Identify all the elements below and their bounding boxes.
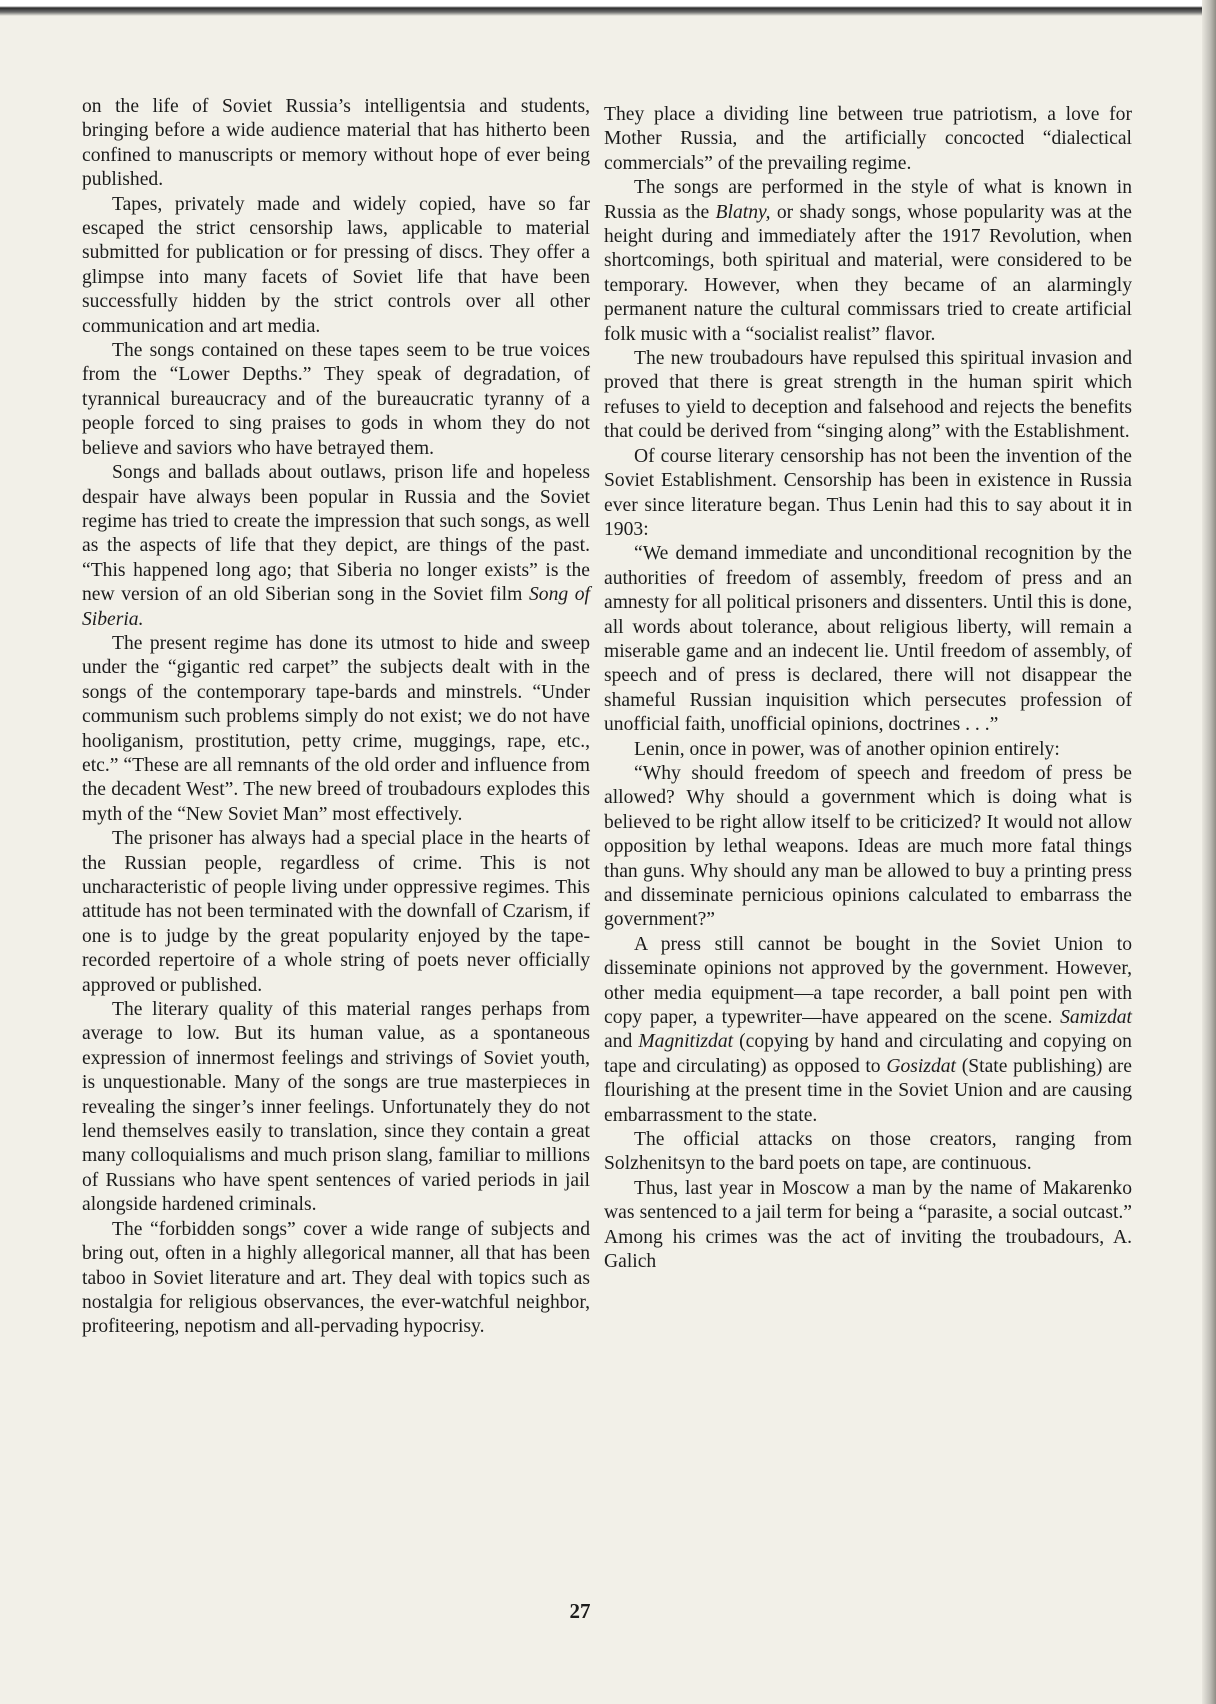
paragraph: Lenin, once in power, was of another opinion entirely: — [634, 738, 1060, 760]
paragraph — [604, 933, 1132, 1128]
italic-term: Blatny, — [715, 201, 771, 223]
paragraph: The “forbidden songs” cover a wide range of subjects and bring out, often in a highly allegorical manner, all that has been taboo in Soviet literature and art. They deal with topics such as nostalgia for religious observances, the ever-watchful neighbor, profiteering, nepotism and all-pervading hypocrisy. — [82, 1218, 590, 1338]
page-right-edge — [1202, 0, 1216, 1704]
right-column — [604, 103, 1132, 1275]
paragraph: Of course literary censorship has not been the invention of the Soviet Establishment. Censorship has been in existence in Russia ever since literature began. Thus Lenin had this to say about it in 1903: — [604, 445, 1132, 540]
paragraph: The prisoner has always had a special place in the hearts of the Russian people, regardless of crime. This is not uncharacteristic of people living under oppressive regimes. This attitude has not been terminated with the downfall of Czarism, if one is to judge by the great popularity enjoyed by the tape-recorded repertoire of a whole string of poets never officially approved or published. — [82, 828, 590, 996]
paragraph: The songs contained on these tapes seem to be true voices from the “Lower Depths.” They speak of degradation, of tyrannical bureaucracy and of the bureaucratic tyranny of a people forced to sing praises to gods in whom they do not believe and saviors who have betrayed them. — [82, 340, 590, 459]
paragraph: The present regime has done its utmost to hide and sweep under the “gigantic red carpet” the subjects dealt with in the songs of the contemporary tape-bards and minstrels. “Under communism such problems simply do not exist; we do not have hooliganism, prostitution, petty crime, muggings, rape, etc., etc.” “These are all remnants of the old order and influence from the decadent West”. The new breed of troubadours explodes this myth of the “New Soviet Man” most effectively. — [82, 632, 590, 825]
paragraph-text: A press still cannot be bought in the Soviet Union to disseminate opinions not approved by the government. However, other media equipment—a tape recorder, a ball point pen with copy paper, a typewriter—have appeared on the scene. — [604, 933, 1132, 1029]
paragraph: They place a dividing line between true patriotism, a love for Mother Russia, and the artificially concocted “dialectical commercials” of the prevailing regime. — [604, 104, 1132, 174]
paragraph-text: or shady songs, whose popularity was at the height during and immediately after the 1917 Revolution, when shortcomings, both spiritual and material, were considered to be temporary. However, when they became of an alarmingly permanent nature the cultural commissars tried to create artificial folk music with a “socialist realist” flavor. — [604, 201, 1132, 345]
page-top-edge — [0, 0, 1216, 16]
paragraph: The official attacks on those creators, ranging from Solzhenitsyn to the bard poets on tape, are continuous. — [604, 1129, 1132, 1175]
paragraph: Thus, last year in Moscow a man by the name of Makarenko was sentenced to a jail term for being a “parasite, a social outcast.” Among his crimes was the act of inviting the troubadours, A. Galich — [604, 1177, 1132, 1273]
paragraph-text: The songs are performed in the style of what is known in Russia as the — [604, 177, 1132, 223]
quote-paragraph: “Why should freedom of speech and freedom of press be allowed? Why should a government which is doing what is believed to be right allow itself to be criticized? It would not allow opposition by lethal weapons. Ideas are much more fatal things than guns. Why should any man be allowed to buy a printing press and disseminate pernicious opinions calculated to embarrass the government?” — [604, 762, 1132, 931]
quote-paragraph: “We demand immediate and unconditional recognition by the authorities of freedom of assembly, freedom of press and an amnesty for all political prisoners and dissenters. Until this is done, all words about tolerance, about religious liberty, will remain a miserable game and an indecent lie. Until freedom of assembly, of speech and of press is declared, there will not disappear the shameful Russian inquisition which persecutes profession of unofficial faith, unofficial opinions, doctrines . . .” — [604, 543, 1132, 736]
paragraph-text: Songs and ballads about outlaws, prison life and hopeless despair have always been popular in Russia and the Soviet regime has tried to create the impression that such songs, as well as the aspects of life that they depict, are things of the past. “This happened long ago; that Siberia no longer exists” is the new version of an old Siberian song in the Soviet film — [82, 462, 590, 606]
paragraph-text: (State publishing) are flourishing at the present time in the Soviet Union and are causing embarrassment to the state. — [604, 1055, 1132, 1126]
film-title: Song of Siberia. — [82, 584, 590, 630]
page-number: 27 — [569, 1599, 591, 1623]
left-column — [82, 95, 590, 1340]
paragraph — [82, 461, 590, 632]
paragraph: The literary quality of this material ranges perhaps from average to low. But its human value, as a spontaneous expression of innermost feelings and strivings of Soviet youth, is unquestionable. Many of the songs are true masterpieces in revealing the singer’s inner feelings. Unfortunately they do not lend themselves easily to translation, since they contain a great many colloquialisms and much prison slang, familiar to millions of Russians who have spent sentences of varied periods in jail alongside hardened criminals. — [82, 999, 590, 1216]
paragraph: on the life of Soviet Russia’s intelligentsia and students, bringing before a wide audience material that has hitherto been confined to manuscripts or memory without hope of ever being published. — [82, 96, 590, 191]
italic-term: Magnitizdat — [638, 1031, 734, 1053]
paragraph — [604, 176, 1132, 347]
paragraph-text: and — [604, 1031, 633, 1053]
paragraph: Tapes, privately made and widely copied, have so far escaped the strict censorship laws, applicable to material submitted for publication or for pressing of discs. They offer a glimpse into many facets of Soviet life that have been successfully hidden by the strict controls over all other communication and art media. — [82, 193, 590, 337]
italic-term: Gosizdat — [886, 1055, 956, 1077]
italic-term: Samizdat — [1060, 1007, 1132, 1029]
paragraph: The new troubadours have repulsed this spiritual invasion and proved that there is great strength in the human spirit which refuses to yield to deception and falsehood and rejects the benefits that could be derived from “singing along” with the Establishment. — [604, 348, 1132, 443]
paragraph-text: (copying by hand and circulating and copying on tape and circulating) as opposed to — [604, 1031, 1132, 1077]
